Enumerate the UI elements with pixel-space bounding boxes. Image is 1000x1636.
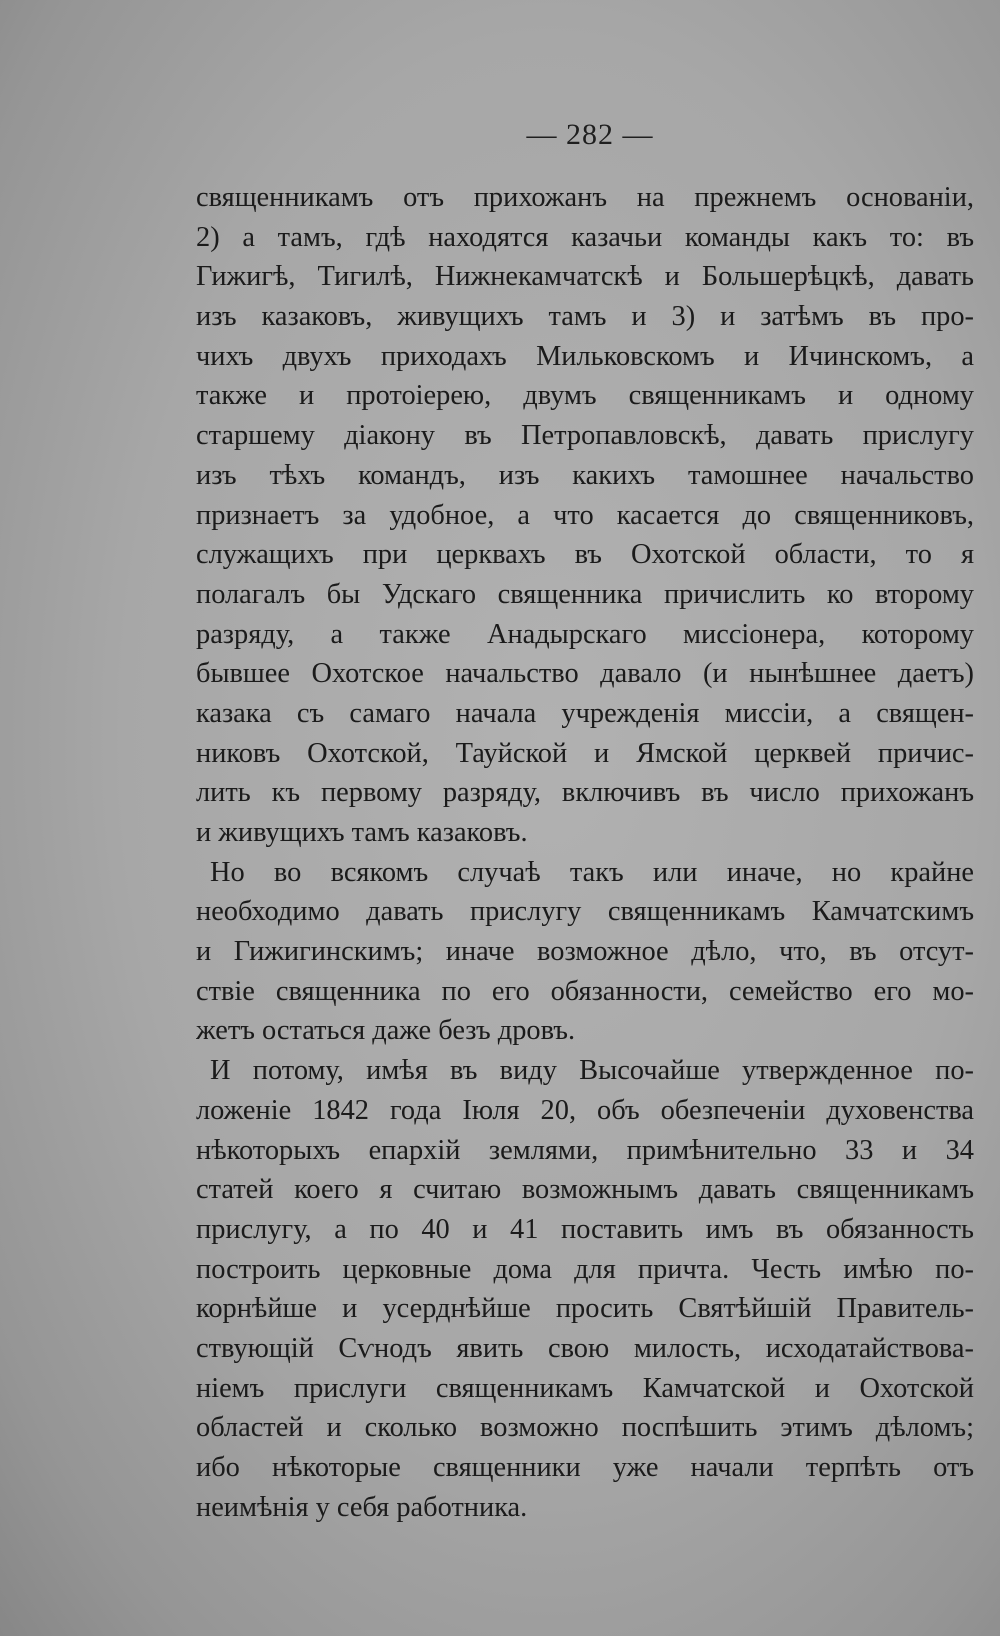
text-line: неимѣнія у себя работника. xyxy=(196,1491,528,1523)
text-line: старшему діакону въ Петропавловскѣ, давать прислугу xyxy=(196,420,974,452)
text-line: изъ казаковъ, живущихъ тамъ и 3) и затѣмъ въ про- xyxy=(196,301,974,333)
text-line: 2) а тамъ, гдѣ находятся казачьи команды какъ то: въ xyxy=(196,221,974,253)
text-line: статей коего я считаю возможнымъ давать священникамъ xyxy=(196,1174,974,1206)
text-line: ніемъ прислуги священникамъ Камчатской и Охотской xyxy=(196,1372,974,1404)
text-line: жетъ остаться даже безъ дровъ. xyxy=(196,1015,576,1047)
text-line: ствующій Сѵнодъ явить свою милость, исходатайствова- xyxy=(196,1332,974,1364)
page-number: — 282 — xyxy=(526,118,654,151)
text-line: служащихъ при церквахъ въ Охотской области, то я xyxy=(196,539,974,571)
body-text xyxy=(196,178,974,1527)
text-line: казака съ самаго начала учрежденія миссіи, а священ- xyxy=(196,697,974,729)
text-line: изъ тѣхъ командъ, изъ какихъ тамошнее начальство xyxy=(196,459,974,491)
text-line: Гижигѣ, Тигилѣ, Нижнекамчатскѣ и Большерѣцкѣ, давать xyxy=(196,261,974,293)
paragraph xyxy=(196,1051,974,1527)
text-line: и Гижигинскимъ; иначе возможное дѣло, что, въ отсут- xyxy=(196,936,974,968)
text-line: лить къ первому разряду, включивъ въ число прихожанъ xyxy=(196,777,974,809)
text-line: ствіе священника по его обязанности, семейство его мо- xyxy=(196,975,974,1007)
text-line: признаетъ за удобное, а что касается до священниковъ, xyxy=(196,499,974,531)
text-line: И потому, имѣя въ виду Высочайше утвержденное по- xyxy=(210,1055,974,1087)
text-line: нѣкоторыхъ епархій землями, примѣнительно 33 и 34 xyxy=(196,1134,974,1166)
text-line: священникамъ отъ прихожанъ на прежнемъ основаніи, xyxy=(196,182,974,213)
text-line: разряду, а также Анадырскаго миссіонера, которому xyxy=(196,618,974,650)
text-line: и живущихъ тамъ казаковъ. xyxy=(196,817,528,848)
text-line: областей и сколько возможно поспѣшить этимъ дѣломъ; xyxy=(196,1412,974,1444)
text-line: полагалъ бы Удскаго священника причислить ко второму xyxy=(196,578,974,610)
text-line: прислугу, а по 40 и 41 поставить имъ въ обязанность xyxy=(196,1213,974,1245)
text-line: ибо нѣкоторые священники уже начали терпѣть отъ xyxy=(196,1452,974,1483)
text-line: корнѣйше и усерднѣйше просить Святѣйшій Правитель- xyxy=(196,1293,974,1325)
text-line: необходимо давать прислугу священникамъ Камчатскимъ xyxy=(196,896,974,928)
text-line: никовъ Охотской, Тауйской и Ямской церквей причис- xyxy=(196,737,974,769)
paragraph xyxy=(196,178,974,853)
text-line: бывшее Охотское начальство давало (и нынѣшнее даетъ) xyxy=(196,658,974,690)
paragraph xyxy=(196,853,974,1051)
text-line: Но во всякомъ случаѣ такъ или иначе, но крайне xyxy=(210,856,974,888)
text-line: ложеніе 1842 года Іюля 20, объ обезпеченіи духовенства xyxy=(196,1094,974,1126)
text-line: также и протоіерею, двумъ священникамъ и одному xyxy=(196,380,974,412)
text-line: чихъ двухъ приходахъ Мильковскомъ и Ичинскомъ, а xyxy=(196,340,974,372)
text-line: построить церковные дома для причта. Честь имѣю по- xyxy=(196,1253,974,1285)
